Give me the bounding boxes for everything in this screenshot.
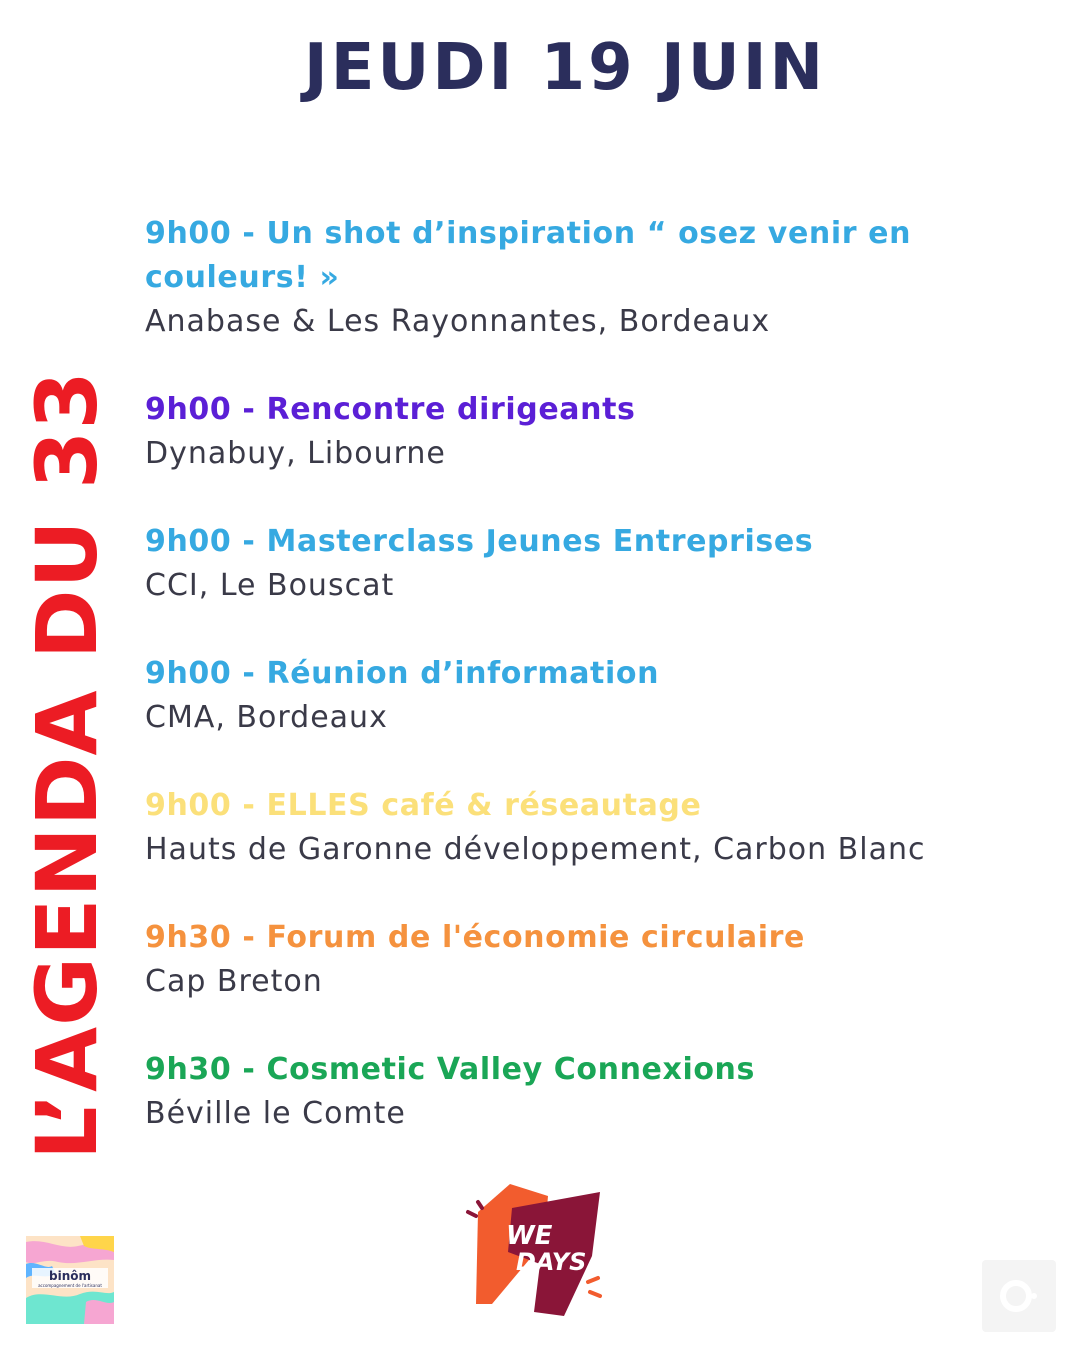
event-item xyxy=(145,520,1045,608)
event-title: 9h00 - Un shot d’inspiration “ osez venir en couleurs! » xyxy=(145,216,912,295)
event-place: Hauts de Garonne développement, Carbon Blanc xyxy=(145,832,926,867)
agenda-side-title: L’AGENDA DU 33 xyxy=(18,370,116,1160)
event-time: 9h30 xyxy=(145,920,232,955)
event-name: Un shot d’inspiration “ osez venir en couleurs! » xyxy=(145,216,912,295)
event-name: Masterclass Jeunes Entreprises xyxy=(266,524,814,559)
wedays-logo xyxy=(464,1172,610,1320)
event-place: Béville le Comte xyxy=(145,1096,406,1131)
event-time: 9h00 xyxy=(145,216,232,251)
event-title: 9h30 - Cosmetic Valley Connexions xyxy=(145,1052,755,1087)
corner-widget[interactable] xyxy=(982,1260,1056,1332)
event-name: Rencontre dirigeants xyxy=(266,392,636,427)
wedays-logo-we: WE xyxy=(506,1221,553,1251)
event-place: Cap Breton xyxy=(145,964,323,999)
event-time: 9h00 xyxy=(145,392,232,427)
event-name: Cosmetic Valley Connexions xyxy=(266,1052,755,1087)
binom-logo xyxy=(26,1236,114,1324)
event-item xyxy=(145,1048,1045,1136)
binom-logo-tagline: accompagnement de l'artisanat xyxy=(38,1283,102,1288)
event-name: Réunion d’information xyxy=(266,656,660,691)
event-title: 9h00 - Réunion d’information xyxy=(145,656,660,691)
event-time: 9h00 xyxy=(145,524,232,559)
event-name: ELLES café & réseautage xyxy=(266,788,702,823)
binom-logo-name: binôm xyxy=(49,1269,91,1283)
event-item xyxy=(145,916,1045,1004)
badge-icon xyxy=(982,1260,1056,1332)
event-item xyxy=(145,388,1045,476)
event-place: CMA, Bordeaux xyxy=(145,700,388,735)
event-time: 9h30 xyxy=(145,1052,232,1087)
event-item xyxy=(145,652,1045,740)
event-place: Dynabuy, Libourne xyxy=(145,436,446,471)
event-item xyxy=(145,212,1045,344)
event-title: 9h00 - ELLES café & réseautage xyxy=(145,788,702,823)
event-time: 9h00 xyxy=(145,788,232,823)
event-name: Forum de l'économie circulaire xyxy=(266,920,806,955)
event-title: 9h30 - Forum de l'économie circulaire xyxy=(145,920,806,955)
event-place: CCI, Le Bouscat xyxy=(145,568,395,603)
wedays-logo-days: DAYS xyxy=(516,1248,587,1276)
event-title: 9h00 - Masterclass Jeunes Entreprises xyxy=(145,524,814,559)
event-item xyxy=(145,784,1045,872)
agenda-list xyxy=(145,212,1045,1136)
event-title: 9h00 - Rencontre dirigeants xyxy=(145,392,636,427)
event-time: 9h00 xyxy=(145,656,232,691)
event-place: Anabase & Les Rayonnantes, Bordeaux xyxy=(145,304,771,339)
page-title: JEUDI 19 JUIN xyxy=(303,31,827,105)
